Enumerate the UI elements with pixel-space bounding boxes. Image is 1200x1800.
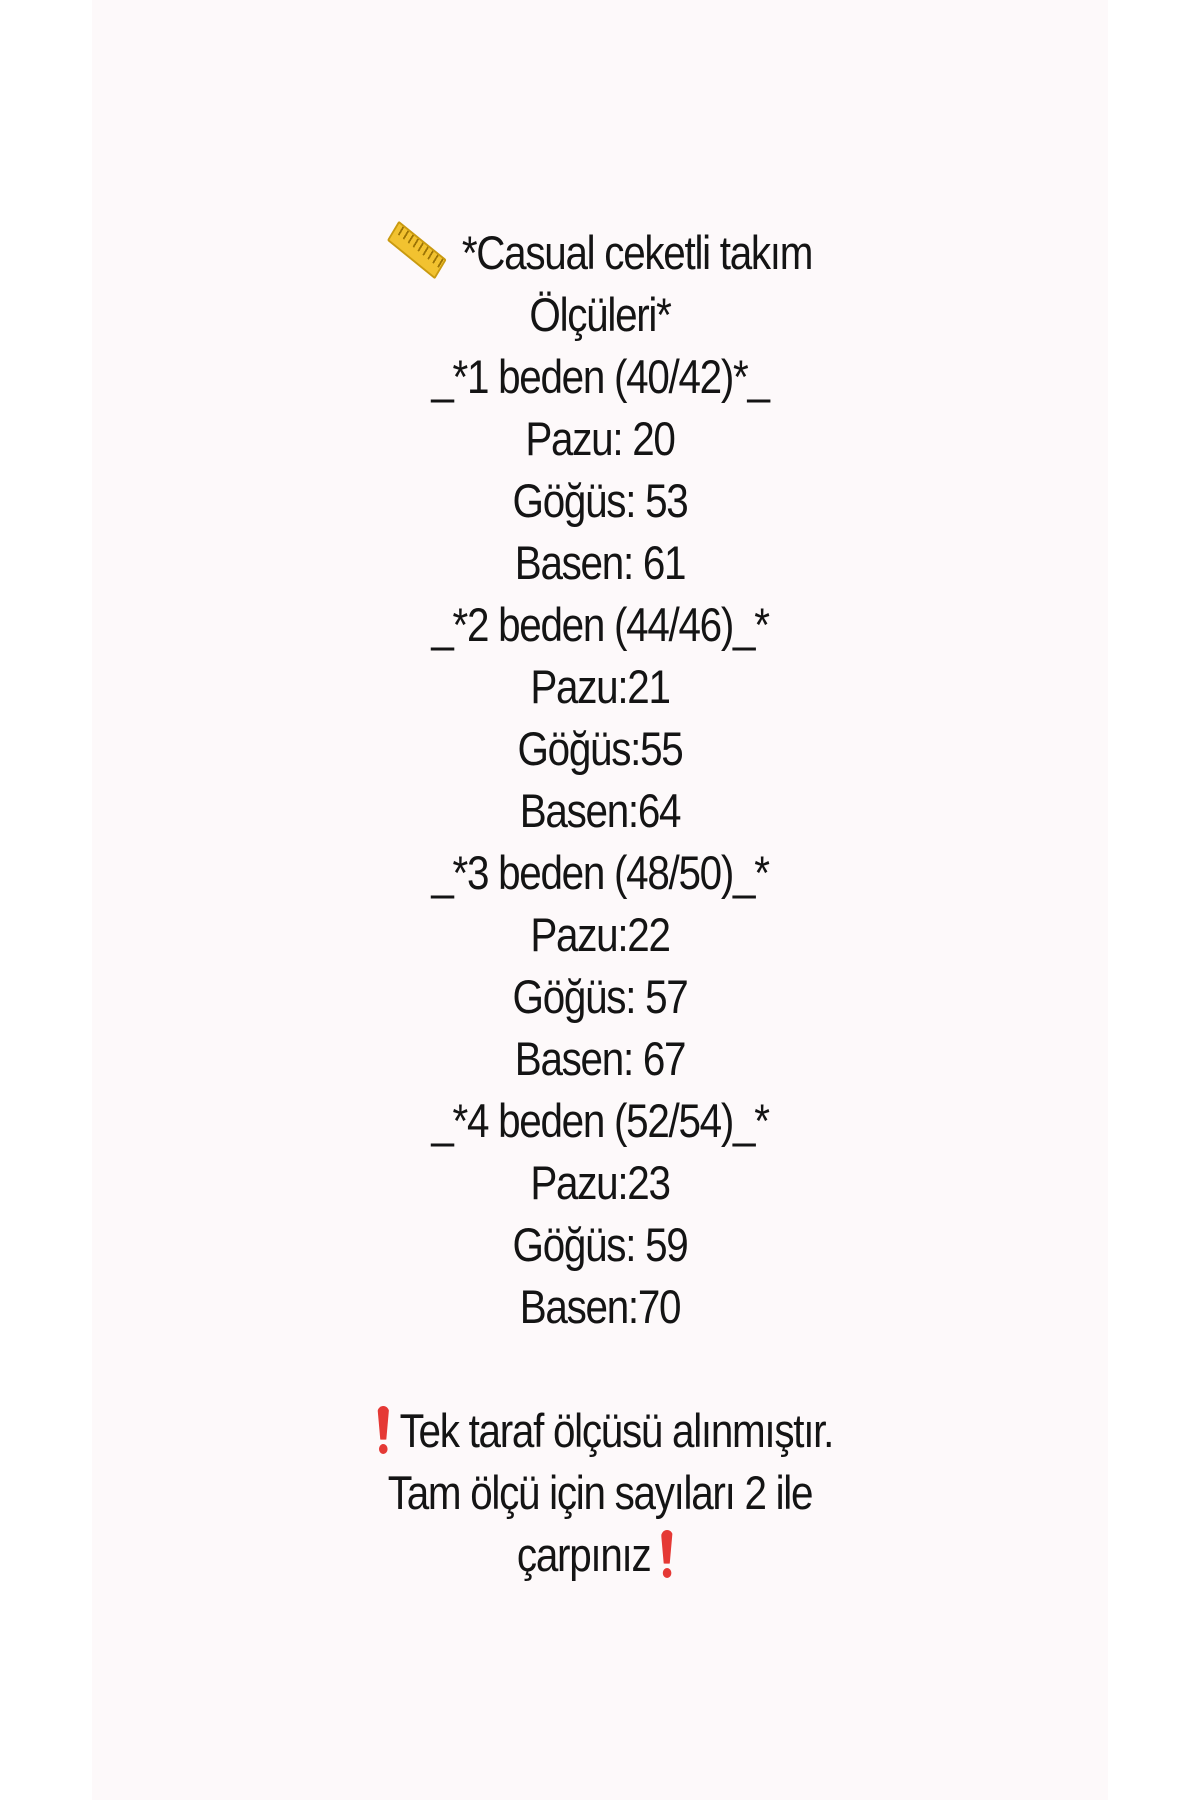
red-exclamation-icon xyxy=(377,1406,389,1454)
spacer xyxy=(0,1338,1200,1400)
size-2-pazu: Pazu:21 xyxy=(530,660,670,713)
size-4-basen: Basen:70 xyxy=(519,1280,681,1333)
title-text: *Casual ceketli takım xyxy=(461,226,813,279)
size-1-basen: Basen: 61 xyxy=(514,536,686,589)
size-1-gogus: Göğüs: 53 xyxy=(512,474,688,527)
title-line xyxy=(84,222,1116,284)
title-line-2: Ölçüleri* xyxy=(529,288,671,341)
note-block xyxy=(0,1400,1200,1586)
size-1-pazu: Pazu: 20 xyxy=(525,412,675,465)
size-3-gogus: Göğüs: 57 xyxy=(512,970,688,1023)
note-text-3: çarpınız xyxy=(516,1528,651,1581)
size-2-header: _*2 beden (44/46)_* xyxy=(431,598,769,651)
note-line-3 xyxy=(84,1524,1116,1586)
measurements-text xyxy=(0,222,1200,1586)
note-line-1 xyxy=(84,1400,1116,1462)
size-4-pazu: Pazu:23 xyxy=(530,1156,670,1209)
size-3-header: _*3 beden (48/50)_* xyxy=(431,846,769,899)
note-text-1: Tek taraf ölçüsü alınmıştır. xyxy=(399,1404,834,1457)
size-4-header: _*4 beden (52/54)_* xyxy=(431,1094,769,1147)
red-exclamation-icon xyxy=(661,1530,673,1578)
size-1-header: _*1 beden (40/42)*_ xyxy=(431,350,769,403)
size-2-gogus: Göğüs:55 xyxy=(517,722,683,775)
note-line-2: Tam ölçü için sayıları 2 ile xyxy=(387,1466,813,1519)
size-3-basen: Basen: 67 xyxy=(514,1032,686,1085)
ruler-icon xyxy=(387,220,447,279)
size-4-gogus: Göğüs: 59 xyxy=(512,1218,688,1271)
size-3-pazu: Pazu:22 xyxy=(530,908,670,961)
size-2-basen: Basen:64 xyxy=(519,784,681,837)
